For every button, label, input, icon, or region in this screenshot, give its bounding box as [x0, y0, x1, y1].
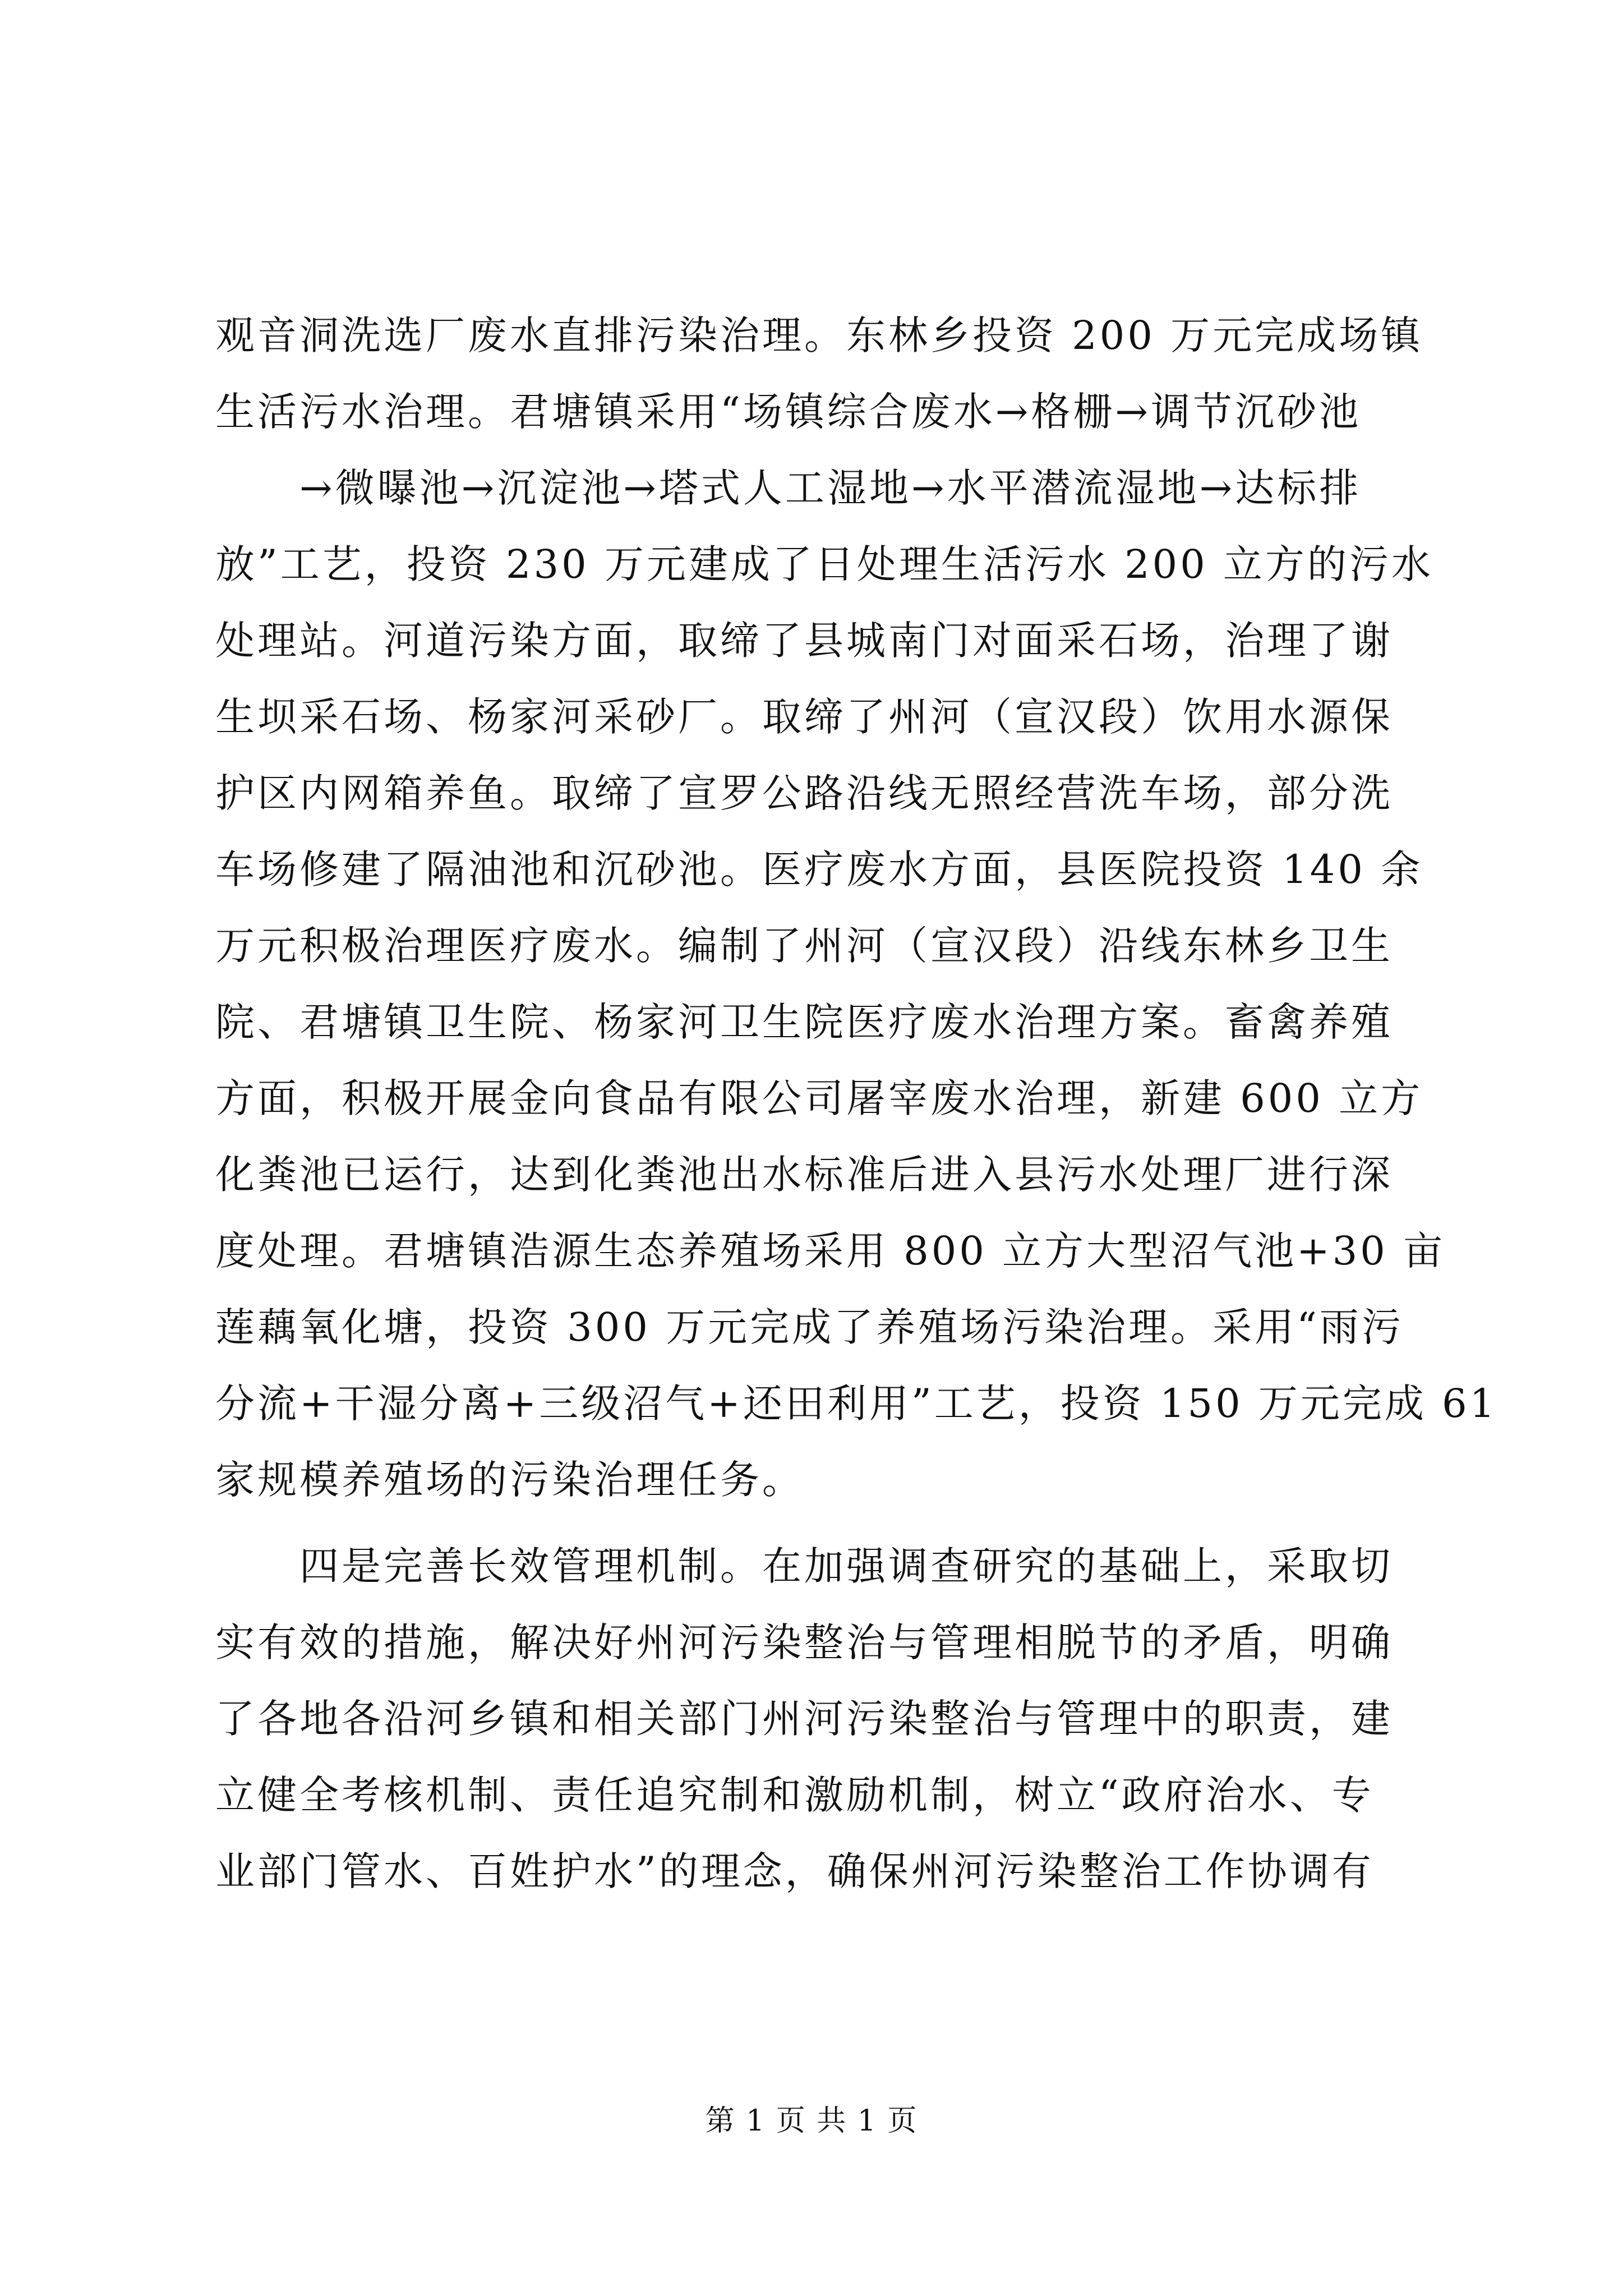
text-line: 立健全考核机制、责任追究制和激励机制，树立“政府治水、专 — [215, 1772, 1374, 1818]
text-line: 家规模养殖场的污染治理任务。 — [215, 1457, 804, 1503]
text-line: 处理站。河道污染方面，取缔了县城南门对面采石场，治理了谢 — [215, 618, 1393, 664]
text-line: 四是完善长效管理机制。在加强调查研究的基础上，采取切 — [299, 1543, 1393, 1589]
text-line: 莲藕氧化塘，投资 300 万元完成了养殖场污染治理。采用“雨污 — [215, 1304, 1404, 1350]
text-line: 车场修建了隔油池和沉砂池。医疗废水方面，县医院投资 140 余 — [215, 846, 1423, 892]
text-line: 分流+干湿分离+三级沼气+还田利用”工艺，投资 150 万元完成 61 — [215, 1381, 1498, 1427]
text-line: 业部门管水、百姓护水”的理念，确保州河污染整治工作协调有 — [215, 1848, 1374, 1894]
text-line: →微曝池→沉淀池→塔式人工湿地→水平潜流湿地→达标排 — [299, 465, 1362, 511]
text-line: 了各地各沿河乡镇和相关部门州河污染整治与管理中的职责，建 — [215, 1696, 1393, 1742]
text-line: 生活污水治理。君塘镇采用“场镇综合废水→格栅→调节沉砂池 — [215, 389, 1362, 435]
text-line: 化粪池已运行，达到化粪池出水标准后进入县污水处理厂进行深 — [215, 1152, 1393, 1198]
paragraph-2 — [215, 1528, 1408, 1910]
document-body — [215, 297, 1498, 1910]
paragraph-gap — [215, 1518, 1408, 1528]
text-line: 方面，积极开展金向食品有限公司屠宰废水治理，新建 600 立方 — [215, 1075, 1423, 1121]
text-line: 护区内网箱养鱼。取缔了宣罗公路沿线无照经营洗车场，部分洗 — [215, 770, 1393, 816]
text-line: 实有效的措施，解决好州河污染整治与管理相脱节的矛盾，明确 — [215, 1619, 1393, 1665]
text-line: 生坝采石场、杨家河采砂厂。取缔了州河（宣汉段）饮用水源保 — [215, 694, 1393, 740]
page-footer: 第 1 页 共 1 页 — [705, 2104, 918, 2138]
text-line: 院、君塘镇卫生院、杨家河卫生院医疗废水治理方案。畜禽养殖 — [215, 999, 1393, 1045]
text-line: 度处理。君塘镇浩源生态养殖场采用 800 立方大型沼气池+30 亩 — [215, 1228, 1446, 1274]
text-line: 万元积极治理医疗废水。编制了州河（宣汉段）沿线东林乡卫生 — [215, 923, 1393, 969]
paragraph-1 — [215, 297, 1498, 1518]
text-line: 放”工艺，投资 230 万元建成了日处理生活污水 200 立方的污水 — [215, 541, 1434, 587]
text-line: 观音洞洗选厂废水直排污染治理。东林乡投资 200 万元完成场镇 — [215, 312, 1423, 358]
